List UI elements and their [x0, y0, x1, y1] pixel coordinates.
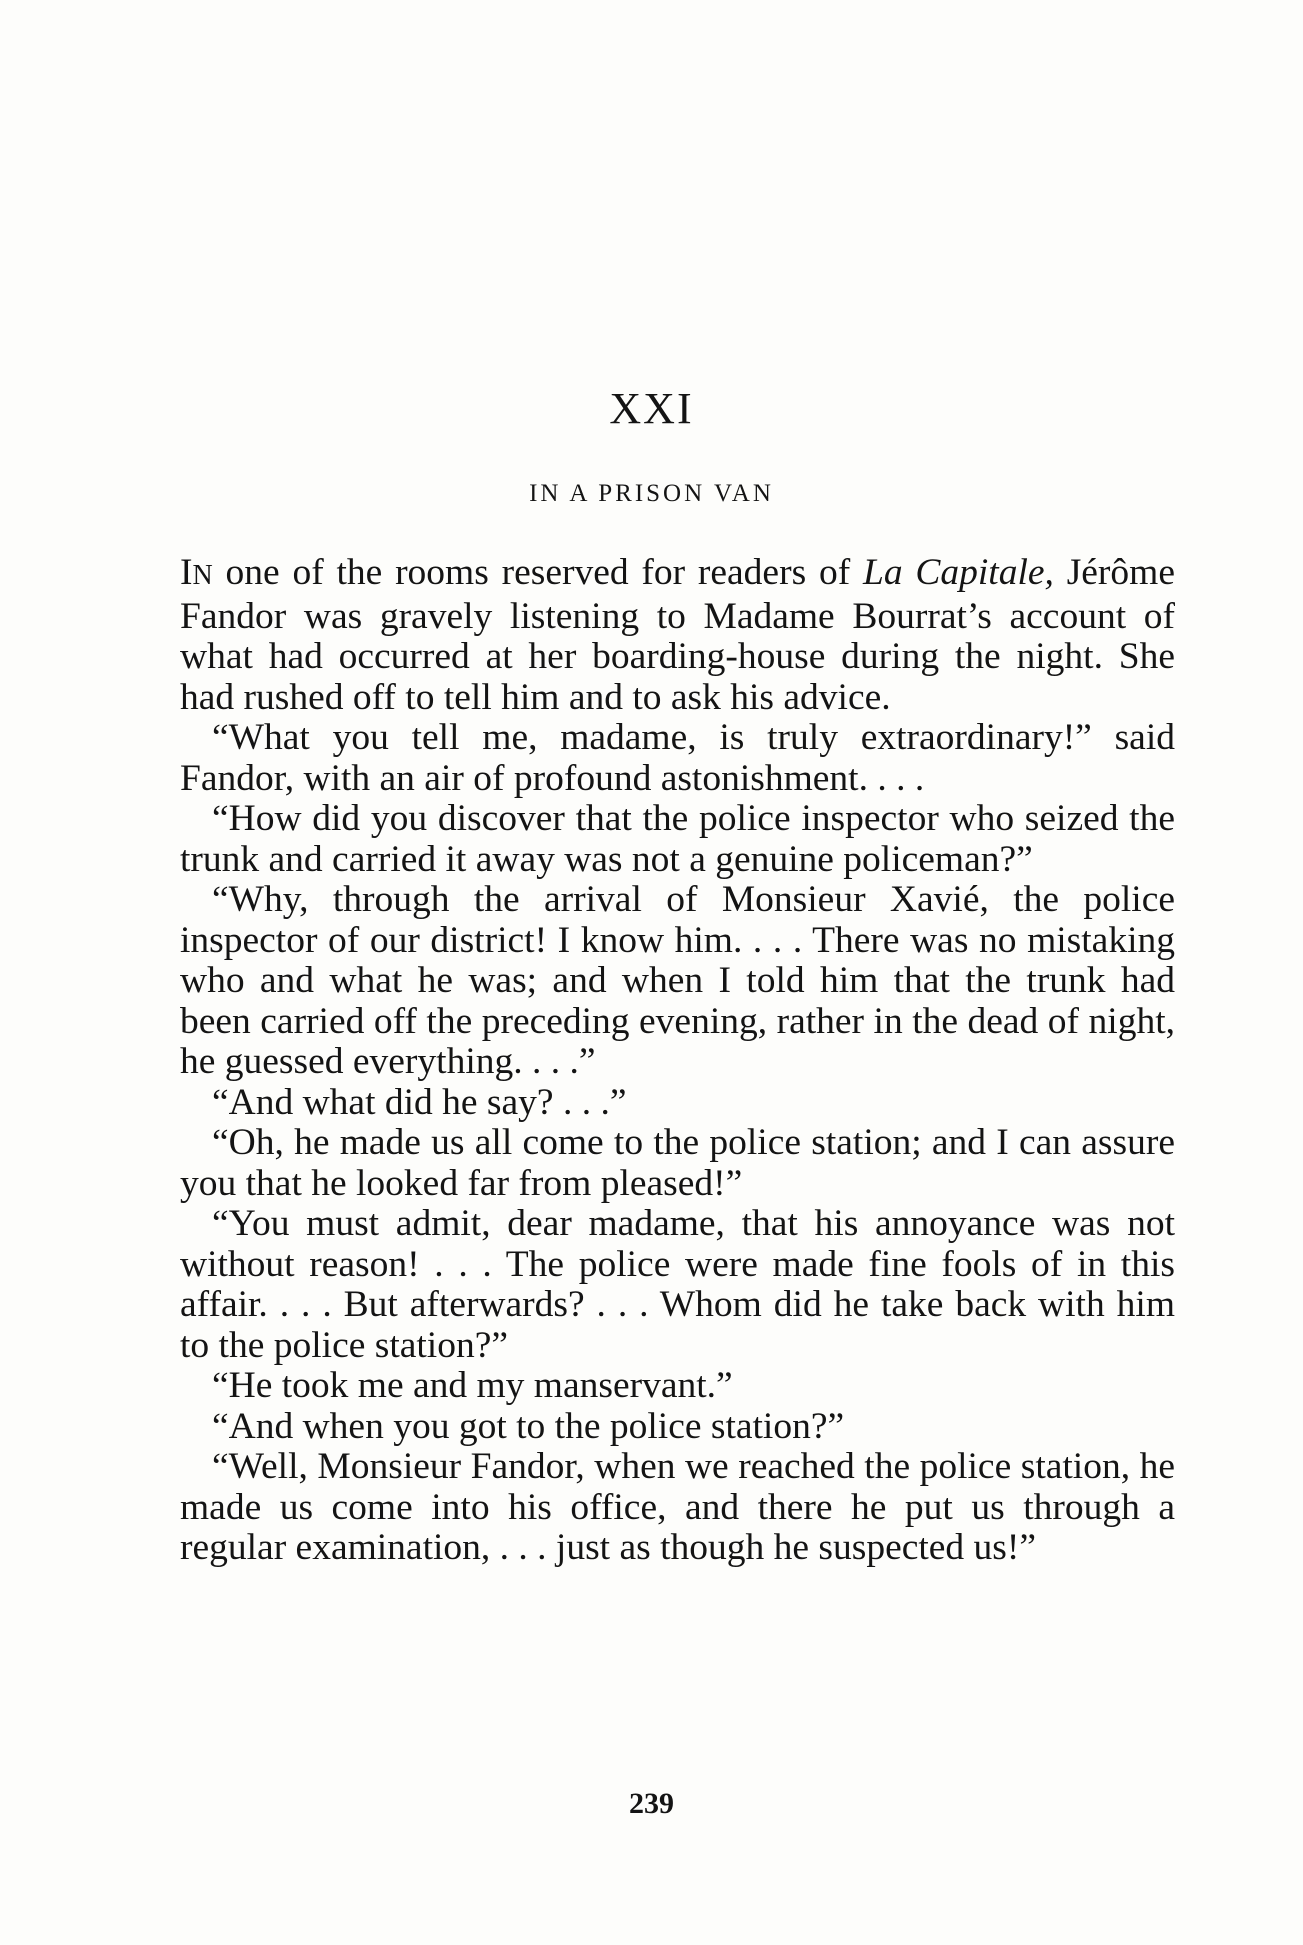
paragraph: “He took me and my manservant.” — [212, 1365, 733, 1406]
paragraph: “What you tell me, madame, is truly extraordinary!” said Fandor, with an air of profound astonishment. . . . — [180, 717, 1175, 799]
paragraph: “You must admit, dear madame, that his annoyance was not without reason! . . . The police were made fine fools of in this affair. . . . But afterwards? . . . Whom did he take back with him to the police station?” — [180, 1203, 1175, 1366]
paragraph: “How did you discover that the police inspector who seized the trunk and carried it away was not a genuine policeman?” — [180, 798, 1175, 880]
paragraph-text: Jérôme Fandor was gravely listening to Madame Bourrat’s account of what had occurred at her boarding-house during the night. She had rushed off to tell him and to ask his advice. — [180, 552, 1175, 718]
chapter-number: XXI — [609, 384, 694, 433]
drop-cap: I — [180, 552, 193, 593]
paragraph: “Why, through the arrival of Monsieur Xavié, the police inspector of our district! I know him. . . . There was no mistaking who and what he was; and when I told him that the trunk had been carried off the preceding evening, rather in the dead of night, he guessed everything. . . .” — [180, 879, 1175, 1082]
newspaper-title: La Capitale, — [862, 552, 1054, 593]
paragraph: “Well, Monsieur Fandor, when we reached the police station, he made us come into his office, and there he put us through a regular examination, . . . just as though he suspected us!” — [180, 1446, 1175, 1568]
drop-cap-rest: N — [192, 560, 213, 591]
paragraph-text: one of the rooms reserved for readers of — [212, 552, 863, 593]
paragraph: “Oh, he made us all come to the police station; and I can assure you that he looked far from pleased!” — [180, 1122, 1175, 1204]
chapter-body — [180, 553, 1175, 1569]
paragraph: “And what did he say? . . .” — [212, 1081, 627, 1123]
paragraph: “And when you got to the police station?” — [212, 1405, 845, 1447]
page-number: 239 — [629, 1787, 674, 1820]
opening-paragraph — [180, 553, 1175, 718]
chapter-title: IN A PRISON VAN — [529, 480, 774, 507]
